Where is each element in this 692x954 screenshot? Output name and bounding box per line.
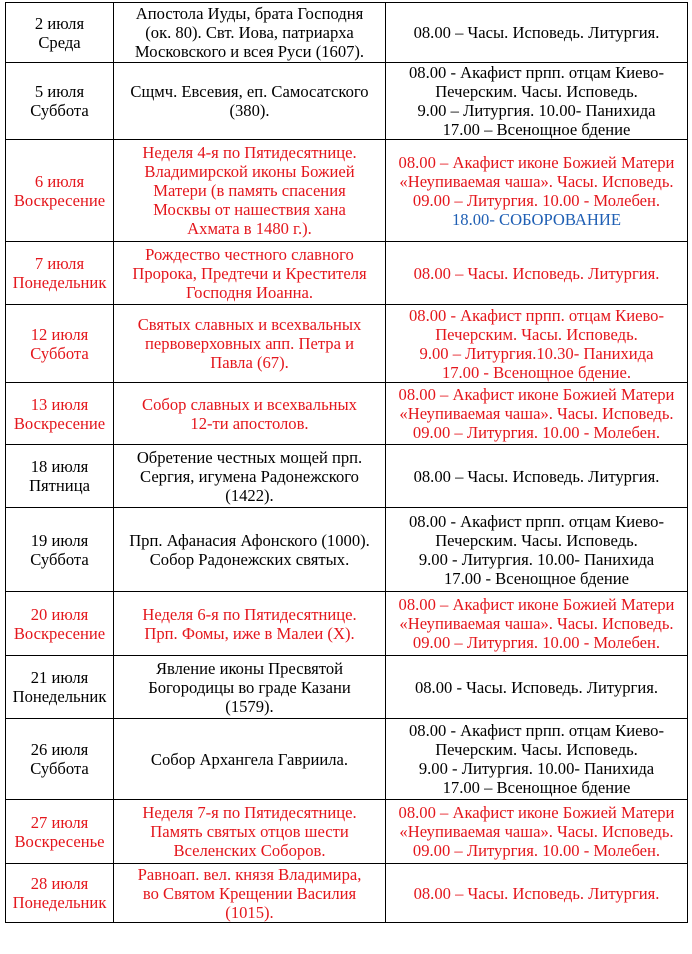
feast-cell	[114, 3, 386, 63]
feast-cell	[114, 383, 386, 445]
date-cell	[6, 800, 114, 864]
service-line: 17.00 – Всенощное бдение	[442, 778, 631, 797]
weekday-label: Воскресение	[13, 413, 106, 433]
services-cell	[386, 305, 688, 383]
feast-text-line: Святых славных и всехвальных	[137, 315, 362, 334]
weekday-label: Суббота	[30, 549, 89, 569]
service-line: 08.00 – Акафист иконе Божией Матери	[398, 803, 675, 822]
services-cell	[386, 140, 688, 242]
service-line: 17.00 – Всенощное бдение	[442, 120, 631, 139]
feast-text-line: Вселенских Соборов.	[173, 841, 326, 860]
service-line: 08.00 – Акафист иконе Божией Матери	[398, 152, 675, 172]
feast-text-line: Павла (67).	[210, 353, 289, 372]
service-line: 08.00 – Часы. Исповедь. Литургия.	[413, 883, 660, 903]
services-cell	[386, 656, 688, 719]
service-line: 9.00 - Литургия. 10.00- Панихида	[418, 759, 655, 778]
date-label: 18 июля	[30, 457, 89, 476]
services-cell	[386, 3, 688, 63]
service-line: 09.00 – Литургия. 10.00 - Молебен.	[412, 423, 661, 442]
date-label: 20 июля	[30, 604, 89, 624]
services-cell	[386, 864, 688, 923]
service-line: 08.00 - Акафист прпп. отцам Киево-	[408, 511, 665, 531]
feast-cell	[114, 508, 386, 592]
date-cell	[6, 63, 114, 140]
weekday-label: Воскресенье	[14, 831, 105, 851]
service-line: Печерским. Часы. Исповедь.	[435, 82, 638, 101]
date-cell	[6, 592, 114, 656]
service-line: 08.00 – Акафист иконе Божией Матери	[398, 385, 675, 404]
schedule-row	[6, 445, 688, 508]
feast-text-line: Господня Иоанна.	[186, 282, 313, 302]
feast-cell	[114, 800, 386, 864]
service-line: Печерским. Часы. Исповедь.	[435, 530, 638, 550]
date-cell	[6, 445, 114, 508]
services-cell	[386, 445, 688, 508]
service-line: 08.00 - Часы. Исповедь. Литургия.	[414, 677, 659, 697]
feast-text-line: (1579).	[225, 696, 274, 716]
date-label: 2 июля	[34, 13, 85, 33]
feast-text-line: Сергия, игумена Радонежского	[140, 466, 359, 486]
feast-text-line: Ахмата в 1480 г.).	[187, 219, 312, 238]
service-line: 08.00 - Акафист прпп. отцам Киево-	[408, 63, 665, 82]
service-line: 9.00 – Литургия.10.30- Панихида	[419, 343, 654, 363]
schedule-row	[6, 592, 688, 656]
services-cell	[386, 800, 688, 864]
date-label: 28 июля	[30, 874, 89, 893]
date-cell	[6, 719, 114, 800]
services-cell	[386, 242, 688, 305]
schedule-row	[6, 656, 688, 719]
weekday-label: Воскресение	[13, 190, 106, 210]
date-label: 12 июля	[30, 324, 89, 344]
feast-cell	[114, 63, 386, 140]
service-line: «Неупиваемая чаша». Часы. Исповедь.	[399, 614, 674, 633]
feast-text-line: Явление иконы Пресвятой	[155, 658, 344, 678]
feast-text-line: Прп. Фомы, иже в Малеи (X).	[144, 623, 355, 643]
schedule-row	[6, 63, 688, 140]
date-cell	[6, 140, 114, 242]
service-line: Печерским. Часы. Исповедь.	[435, 740, 638, 759]
service-line: 17.00 - Всенощное бдение.	[441, 362, 632, 382]
weekday-label: Среда	[38, 32, 81, 52]
feast-cell	[114, 140, 386, 242]
services-cell	[386, 508, 688, 592]
schedule-row	[6, 864, 688, 923]
date-label: 7 июля	[34, 254, 85, 273]
feast-cell	[114, 719, 386, 800]
feast-text-line: Рождество честного славного	[145, 244, 354, 264]
service-line: «Неупиваемая чаша». Часы. Исповедь.	[399, 404, 674, 423]
feast-text-line: Собор Радонежских святых.	[149, 549, 350, 569]
feast-text-line: Сщмч. Евсевия, еп. Самосатского	[130, 82, 369, 101]
feast-text-line: (1422).	[225, 485, 274, 505]
service-line: 08.00 – Часы. Исповедь. Литургия.	[413, 466, 660, 486]
feast-cell	[114, 445, 386, 508]
date-label: 6 июля	[34, 171, 85, 191]
service-line: 9.00 – Литургия. 10.00- Панихида	[417, 101, 656, 120]
schedule-row	[6, 242, 688, 305]
feast-cell	[114, 864, 386, 923]
service-line: 17.00 - Всенощное бдение	[444, 568, 629, 588]
feast-text-line: во Святом Крещении Василия	[142, 883, 357, 903]
services-cell	[386, 719, 688, 800]
schedule-row	[6, 719, 688, 800]
weekday-label: Суббота	[30, 343, 89, 363]
weekday-label: Суббота	[30, 101, 89, 120]
services-cell	[386, 592, 688, 656]
feast-cell	[114, 592, 386, 656]
feast-text-line: Московского и всея Руси (1607).	[134, 42, 365, 61]
feast-text-line: Собор славных и всехвальных	[142, 394, 357, 414]
feast-text-line: Обретение честных мощей прп.	[136, 447, 363, 467]
date-cell	[6, 305, 114, 383]
date-label: 13 июля	[30, 394, 89, 414]
service-line: 08.00 - Акафист прпп. отцам Киево-	[408, 305, 665, 325]
schedule-row	[6, 508, 688, 592]
date-cell	[6, 864, 114, 923]
service-schedule-table	[5, 2, 688, 923]
date-label: 27 июля	[30, 812, 89, 832]
service-line: 08.00 – Часы. Исповедь. Литургия.	[413, 263, 660, 283]
feast-cell	[114, 656, 386, 719]
schedule-row	[6, 140, 688, 242]
feast-text-line: Владимирской иконы Божией	[144, 162, 355, 181]
service-line: 08.00 - Акафист прпп. отцам Киево-	[408, 721, 665, 740]
services-cell	[386, 63, 688, 140]
feast-text-line: Матери (в память спасения	[153, 181, 346, 200]
service-line: 09.00 – Литургия. 10.00 - Молебен.	[412, 190, 661, 210]
schedule-row	[6, 3, 688, 63]
date-label: 21 июля	[30, 668, 89, 687]
service-line: 08.00 – Акафист иконе Божией Матери	[398, 595, 675, 614]
schedule-row	[6, 383, 688, 445]
service-line: «Неупиваемая чаша». Часы. Исповедь.	[399, 171, 674, 191]
services-cell	[386, 383, 688, 445]
feast-text-line: (380).	[229, 101, 270, 120]
date-cell	[6, 656, 114, 719]
date-label: 19 июля	[30, 530, 89, 550]
date-cell	[6, 508, 114, 592]
service-line: «Неупиваемая чаша». Часы. Исповедь.	[399, 822, 674, 841]
feast-text-line: Прп. Афанасия Афонского (1000).	[129, 530, 370, 550]
feast-text-line: Неделя 4-я по Пятидесятнице.	[142, 143, 357, 162]
feast-text-line: (1015).	[225, 902, 274, 922]
feast-text-line: Память святых отцов шести	[150, 822, 349, 841]
feast-text-line: Апостола Иуды, брата Господня	[135, 4, 364, 23]
feast-text-line: Равноап. вел. князя Владимира,	[137, 864, 362, 884]
service-line: Печерским. Часы. Исповедь.	[435, 324, 638, 344]
feast-text-line: Неделя 7-я по Пятидесятнице.	[142, 803, 357, 822]
date-cell	[6, 242, 114, 305]
service-line: 9.00 - Литургия. 10.00- Панихида	[418, 549, 655, 569]
weekday-label: Понедельник	[12, 273, 107, 292]
service-line: 09.00 – Литургия. 10.00 - Молебен.	[412, 841, 661, 860]
feast-cell	[114, 242, 386, 305]
feast-text-line: 12-ти апостолов.	[190, 413, 309, 433]
feast-text-line: Богородицы во граде Казани	[148, 677, 351, 697]
weekday-label: Пятница	[29, 476, 90, 495]
service-line: 08.00 – Часы. Исповедь. Литургия.	[413, 23, 660, 42]
date-cell	[6, 3, 114, 63]
feast-text-line: Собор Архангела Гавриила.	[150, 749, 349, 769]
feast-text-line: (ок. 80). Свт. Иова, патриарха	[145, 23, 354, 42]
service-line: 09.00 – Литургия. 10.00 - Молебен.	[412, 633, 661, 652]
schedule-row	[6, 800, 688, 864]
feast-text-line: первоверховных апп. Петра и	[145, 334, 354, 353]
schedule-body	[6, 3, 688, 923]
weekday-label: Понедельник	[12, 893, 107, 912]
feast-text-line: Пророка, Предтечи и Крестителя	[132, 263, 367, 283]
date-label: 26 июля	[30, 740, 89, 759]
feast-text-line: Москвы от нашествия хана	[153, 200, 346, 219]
date-cell	[6, 383, 114, 445]
weekday-label: Воскресение	[13, 623, 106, 643]
date-label: 5 июля	[34, 82, 85, 101]
feast-text-line: Неделя 6-я по Пятидесятнице.	[142, 604, 357, 624]
weekday-label: Понедельник	[12, 687, 107, 706]
feast-cell	[114, 305, 386, 383]
weekday-label: Суббота	[30, 759, 89, 778]
schedule-row	[6, 305, 688, 383]
unction-service-line: 18.00- СОБОРОВАНИЕ	[452, 209, 621, 229]
